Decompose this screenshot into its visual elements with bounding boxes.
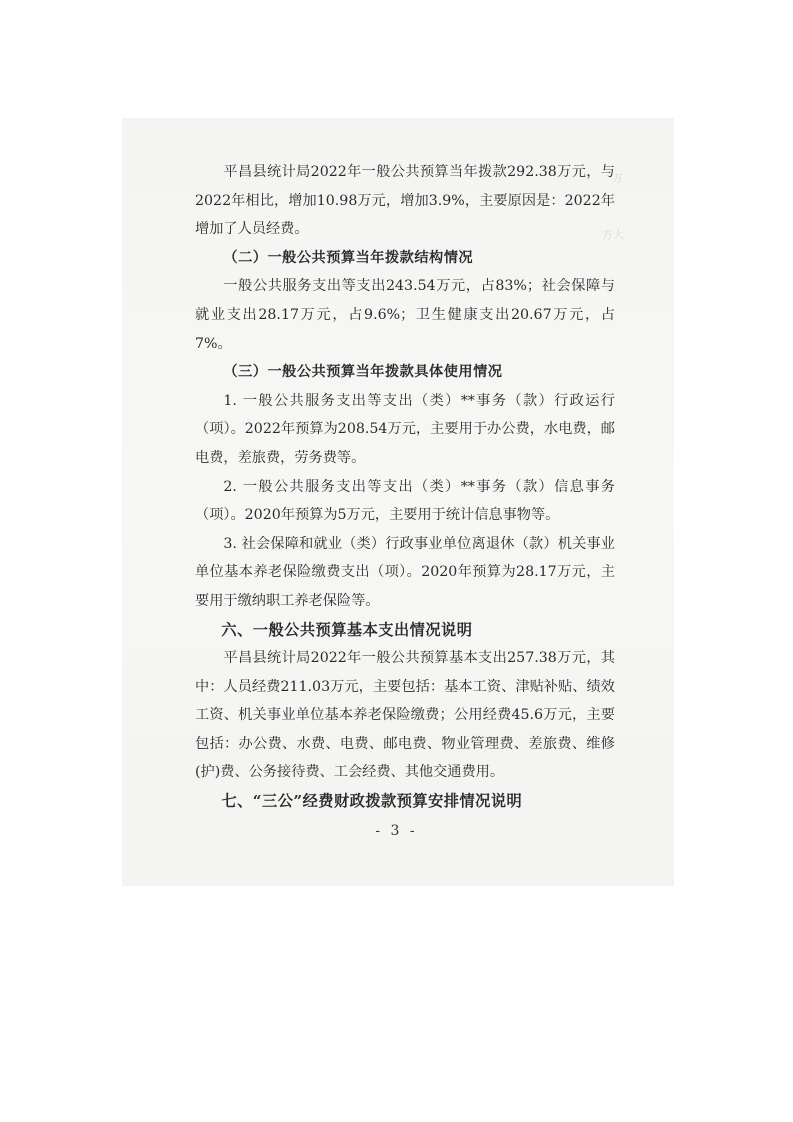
paragraph-usage-item-2: 2. 一般公共服务支出等支出（类）**事务（款）信息事务（项）。2020年预算为5万元，主要用于统计信息事物等。: [195, 478, 615, 524]
bleed-through-mark: 方大: [602, 228, 624, 241]
document-body: [195, 158, 615, 816]
heading-three-public-expenses: 七、“三公”经费财政拨款预算安排情况说明: [221, 792, 523, 811]
paragraph-appropriation-summary: 平昌县统计局2022年一般公共预算当年拨款292.38万元，与2022年相比，增加10.98万元，增加3.9%，主要原因是：2022年增加了人员经费。: [195, 164, 615, 238]
paragraph-basic-expenditure: 平昌县统计局2022年一般公共预算基本支出257.38万元，其中：人员经费211.03万元，主要包括：基本工资、津贴补贴、绩效工资、机关事业单位基本养老保险缴费；公用经费45.6万元，主要包括：办公费、水费、电费、邮电费、物业管理费、差旅费、维修(护)费、公务接待费、工会经费、其他交通费用。: [195, 650, 615, 781]
heading-appropriation-usage: （三）一般公共预算当年拨款具体使用情况: [223, 364, 503, 381]
bleed-through-mark: 万: [612, 172, 623, 185]
paragraph-usage-item-3: 3. 社会保障和就业（类）行政事业单位离退休（款）机关事业单位基本养老保险缴费支出（项）。2020年预算为28.17万元，主要用于缴纳职工养老保险等。: [195, 535, 615, 609]
page-number: - 3 -: [375, 823, 418, 839]
paragraph-usage-item-1: 1. 一般公共服务支出等支出（类）**事务（款）行政运行（项）。2022年预算为208.54万元，主要用于办公费，水电费，邮电费，差旅费，劳务费等。: [195, 392, 615, 466]
heading-basic-expenditure: 六、一般公共预算基本支出情况说明: [221, 620, 473, 639]
paragraph-appropriation-structure: 一般公共服务支出等支出243.54万元，占83%；社会保障与就业支出28.17万元，占9.6%；卫生健康支出20.67万元，占7%。: [195, 278, 615, 352]
heading-appropriation-structure: （二）一般公共预算当年拨款结构情况: [223, 249, 474, 266]
